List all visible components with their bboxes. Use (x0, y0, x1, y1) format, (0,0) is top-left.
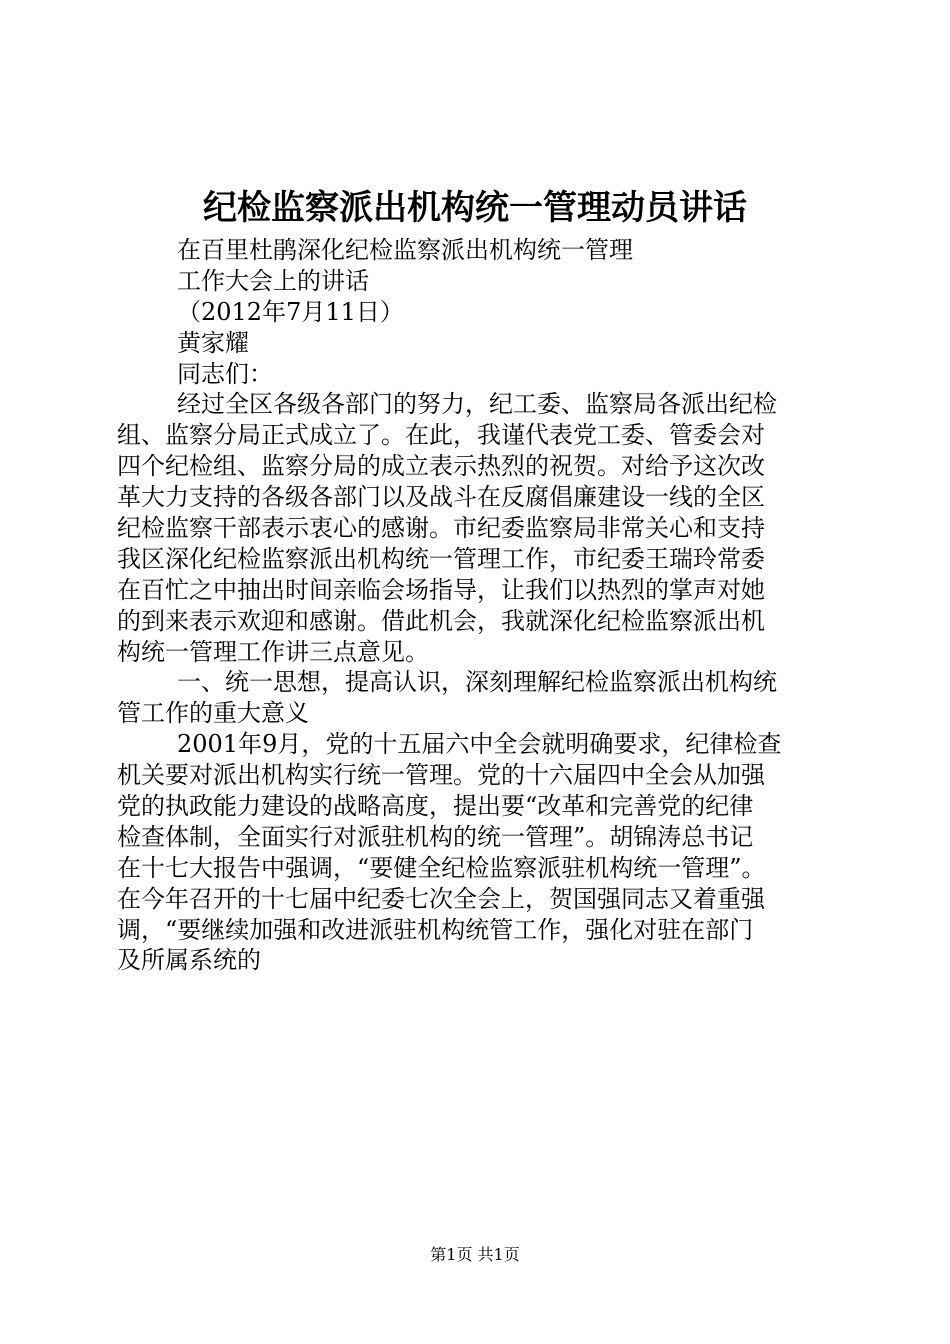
body-line: 检查体制，全面实行对派驻机构的统一管理”。胡锦涛总书记 (117, 822, 754, 851)
body-line: 工作大会上的讲话 (177, 266, 369, 295)
body-line: 同志们： (177, 359, 273, 388)
body-line: 经过全区各级各部门的努力，纪工委、监察局各派出纪检 (177, 390, 777, 419)
body-line: 构统一管理工作讲三点意见。 (117, 637, 429, 666)
body-line: 我区深化纪检监察派出机构统一管理工作，市纪委王瑞玲常委 (117, 544, 765, 573)
body-line: 一、统一思想，提高认识，深刻理解纪检监察派出机构统 (177, 668, 777, 697)
page-footer: 第1页 共1页 (430, 1245, 520, 1264)
body-line: 组、监察分局正式成立了。在此，我谨代表党工委、管委会对 (117, 421, 765, 450)
body-line: 调，“要继续加强和改进派驻机构统管工作，强化对驻在部门 (117, 915, 754, 944)
body-line: （2012年7月11日） (177, 297, 404, 326)
body-line: 在今年召开的十七届中纪委七次全会上，贺国强同志又着重强 (117, 884, 765, 913)
body-line: 革大力支持的各级各部门以及战斗在反腐倡廉建设一线的全区 (117, 483, 765, 512)
body-line: 2001年9月，党的十五届六中全会就明确要求，纪律检查 (177, 730, 782, 759)
document-body (117, 235, 837, 976)
body-line: 在十七大报告中强调，“要健全纪检监察派驻机构统一管理”。 (117, 853, 766, 882)
body-line: 四个纪检组、监察分局的成立表示热烈的祝贺。对给予这次改 (117, 452, 765, 481)
body-line: 的到来表示欢迎和感谢。借此机会，我就深化纪检监察派出机 (117, 606, 765, 635)
document-title: 纪检监察派出机构统一管理动员讲话 (203, 188, 747, 228)
body-line: 机关要对派出机构实行统一管理。党的十六届四中全会从加强 (117, 761, 765, 790)
body-line: 在百里杜鹃深化纪检监察派出机构统一管理 (177, 236, 633, 264)
body-line: 在百忙之中抽出时间亲临会场指导，让我们以热烈的掌声对她 (117, 575, 765, 604)
body-line: 黄家耀 (177, 328, 249, 357)
body-line: 党的执政能力建设的战略高度，提出要“改革和完善党的纪律 (117, 792, 754, 821)
body-line: 管工作的重大意义 (117, 699, 309, 728)
body-line: 及所属系统的 (117, 946, 261, 975)
body-line: 纪检监察干部表示衷心的感谢。市纪委监察局非常关心和支持 (117, 514, 765, 543)
